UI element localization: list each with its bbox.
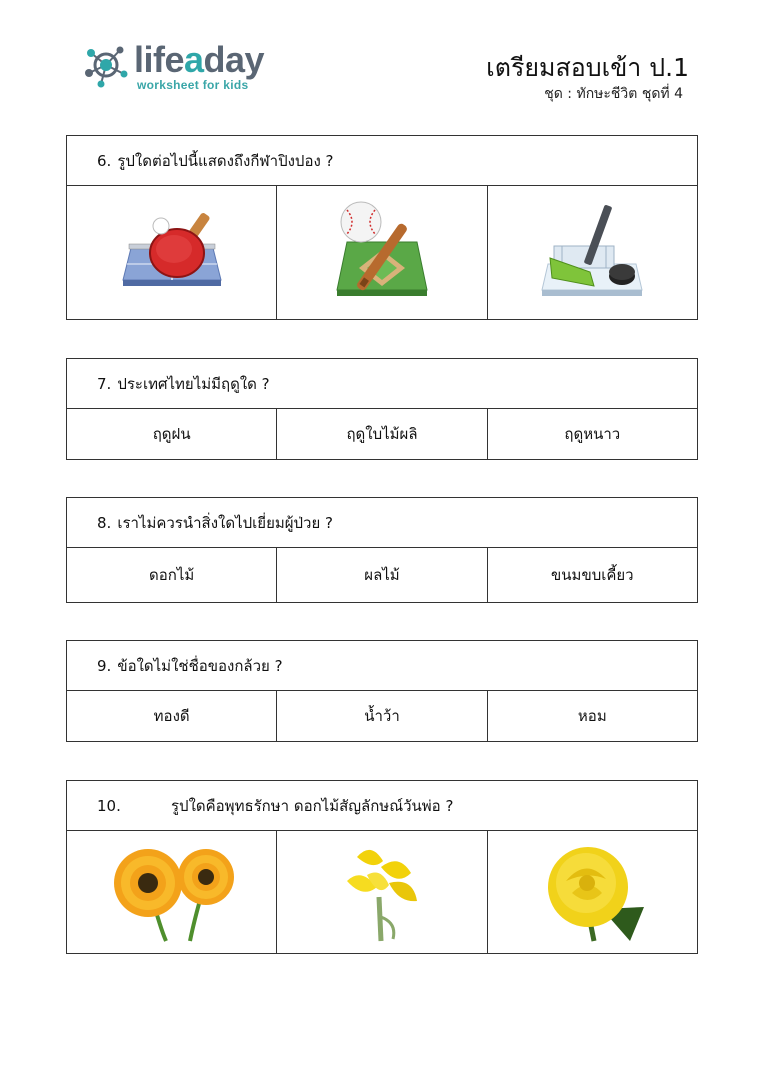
logo-tagline: worksheet for kids	[137, 78, 249, 92]
option-canna[interactable]	[276, 831, 486, 953]
option-ice-hockey[interactable]	[487, 186, 697, 319]
option-baseball[interactable]	[276, 186, 486, 319]
gerbera-picture	[102, 837, 242, 947]
option-answer[interactable]: ฤดูหนาว	[487, 409, 697, 459]
option-gerbera[interactable]	[67, 831, 276, 953]
page-title: เตรียมสอบเข้า ป.1	[486, 53, 689, 82]
question-number: 8.	[97, 513, 112, 532]
option-answer[interactable]: หอม	[487, 691, 697, 741]
question-number: 9.	[97, 656, 112, 675]
lifeaday-logo	[82, 38, 272, 94]
question-header	[67, 498, 697, 548]
question-10	[66, 780, 698, 954]
option-table-tennis[interactable]	[67, 186, 276, 319]
question-number: 6.	[97, 151, 112, 170]
option-answer[interactable]: ผลไม้	[276, 548, 486, 602]
question-header	[67, 359, 697, 409]
option-yellow-rose[interactable]	[487, 831, 697, 953]
baseball-picture	[327, 198, 437, 308]
yellow-rose-picture	[532, 837, 652, 947]
option-answer[interactable]: ดอกไม้	[149, 566, 195, 584]
option-answer[interactable]: ฤดูฝน	[152, 425, 191, 443]
question-text: รูปใดต่อไปนี้แสดงถึงกีฬาปิงปอง ?	[117, 151, 334, 170]
option-answer[interactable]: ขนมขบเคี้ยว	[487, 548, 697, 602]
question-6	[66, 135, 698, 320]
canna-picture	[327, 837, 437, 947]
question-9	[66, 640, 698, 742]
page-subtitle: ชุด : ทักษะชีวิต ชุดที่ 4	[544, 86, 683, 102]
question-number: 7.	[97, 374, 112, 393]
question-7	[66, 358, 698, 460]
molecule-icon	[82, 40, 132, 90]
question-text: ข้อใดไม่ใช่ชื่อของกล้วย ?	[117, 656, 283, 675]
question-text: รูปใดคือพุทธรักษา ดอกไม้สัญลักษณ์วันพ่อ ?	[171, 796, 454, 815]
option-answer[interactable]: ฤดูใบไม้ผลิ	[276, 409, 486, 459]
ice-hockey-picture	[532, 198, 652, 308]
question-number: 10.	[97, 796, 121, 815]
question-header	[67, 136, 697, 186]
option-answer[interactable]: น้ำว้า	[276, 691, 486, 741]
question-header	[67, 641, 697, 691]
question-header	[67, 781, 697, 831]
table-tennis-picture	[117, 208, 227, 298]
option-answer[interactable]: ทองดี	[153, 707, 190, 725]
question-text: เราไม่ควรนำสิ่งใดไปเยี่ยมผู้ป่วย ?	[117, 513, 333, 532]
logo-wordmark: lifeaday	[134, 39, 265, 80]
question-8	[66, 497, 698, 603]
question-text: ประเทศไทยไม่มีฤดูใด ?	[117, 374, 270, 393]
